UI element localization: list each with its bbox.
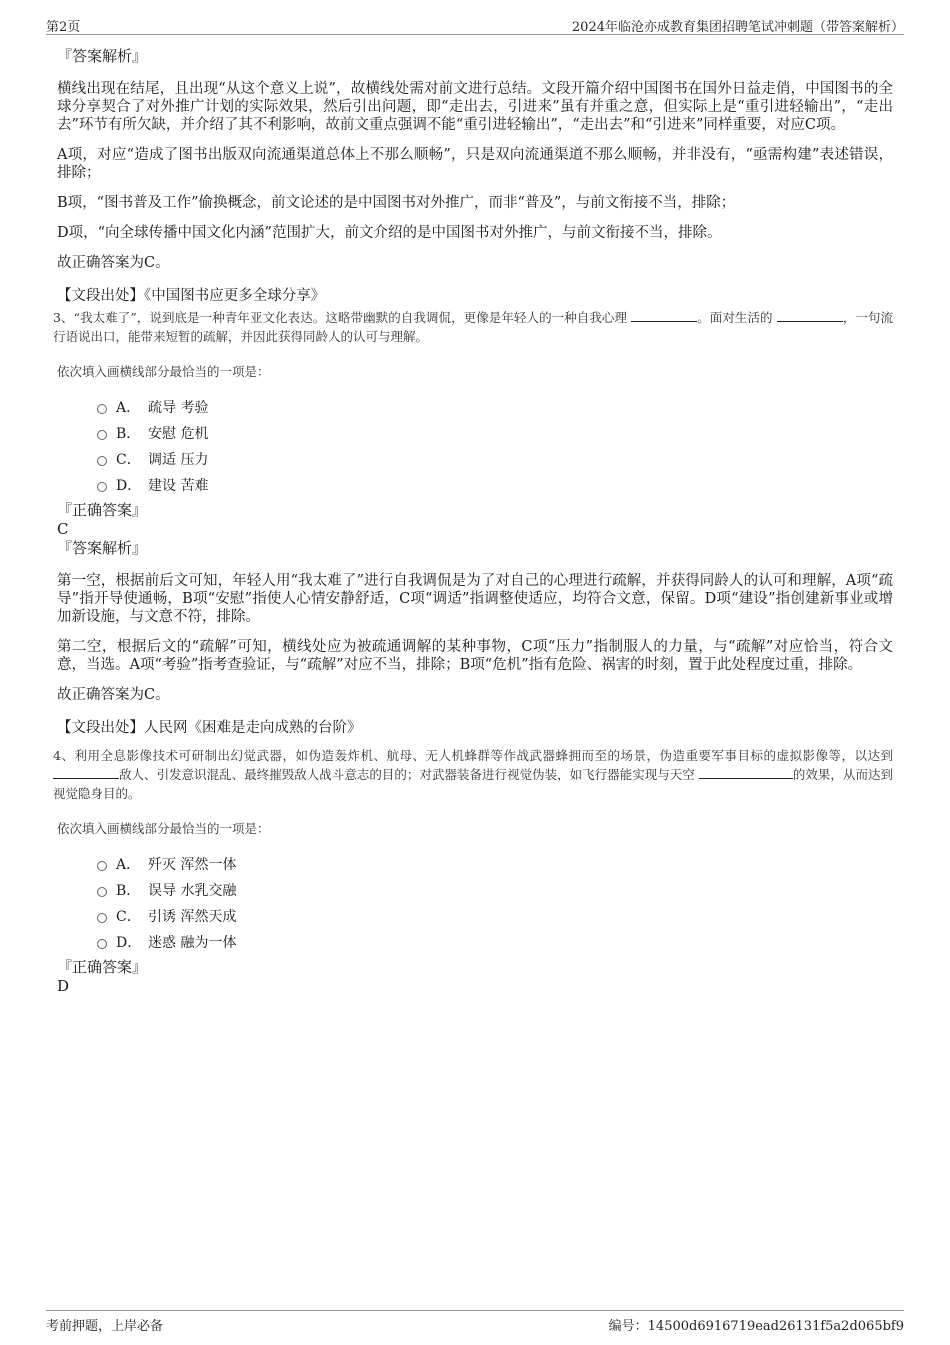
page-content <box>53 46 893 995</box>
fill-blank <box>699 766 793 779</box>
correct-answer-label: 『正确答案』 <box>57 501 148 519</box>
option-c[interactable]: C． 引诱 浑然天成 <box>57 903 893 929</box>
correct-answer: C <box>57 520 69 538</box>
footer-slogan: 考前押题，上岸必备 <box>46 1319 164 1334</box>
analysis-paragraph: B项，“图书普及工作”偷换概念，前文论述的是中国图书对外推广，而非“普及”，与前文衔接不当，排除； <box>57 195 736 211</box>
correct-answer: D <box>57 977 70 995</box>
option-b[interactable]: B． 误导 水乳交融 <box>57 877 893 903</box>
question-3-stem: 3、“我太难了”，说到底是一种青年亚文化表达。这略带幽默的自我调侃，更像是年轻人的一种自我心理 。面对生活的 ，一句流行语说出口，能带来短暂的疏解，并因此获得同龄人的认可与理解。 <box>53 310 893 344</box>
analysis-label: 『答案解析』 <box>57 47 148 65</box>
analysis-label: 『答案解析』 <box>57 539 148 557</box>
page-header <box>46 14 904 35</box>
option-d[interactable]: D． 迷惑 融为一体 <box>57 929 893 955</box>
radio-button[interactable] <box>97 939 107 949</box>
page-number: 第2页 <box>46 20 81 35</box>
radio-button[interactable] <box>97 913 107 923</box>
fill-blank <box>53 766 119 779</box>
question-4-options <box>57 851 893 955</box>
question-3-options <box>57 394 893 498</box>
source-citation: 【文段出处】人民网《困难是走向成熟的台阶》 <box>57 720 362 736</box>
analysis-paragraph: D项，“向全球传播中国文化内涵”范围扩大，前文介绍的是中国图书对外推广，与前文衔接不当，排除。 <box>57 225 722 241</box>
analysis-paragraph: 第二空，根据后文的“疏解”可知，横线处应为被疏通调解的某种事物，C项“压力”指制服人的力量，与“疏解”对应恰当，符合文意，当选。A项“考验”指考查验证，与“疏解”对应不当，排除；B项“危机”指有危险、祸害的时刻，置于此处程度过重，排除。 <box>57 639 893 673</box>
option-d[interactable]: D． 建设 苦难 <box>57 472 893 498</box>
answer-conclusion: 故正确答案为C。 <box>57 255 170 271</box>
analysis-paragraph: 横线出现在结尾，且出现“从这个意义上说”，故横线处需对前文进行总结。文段开篇介绍中国图书在国外日益走俏，中国图书的全球分享契合了对外推广计划的实际效果，然后引出问题，即“走出去，引进来”虽有并重之意，但实际上是“重引进轻输出”，“走出去”环节有所欠缺，并介绍了其不利影响，故前文重点强调不能“重引进轻输出”，“走出去”和“引进来”同样重要，对应C项。 <box>57 81 893 133</box>
analysis-paragraph: A项，对应“造成了图书出版双向流通渠道总体上不那么顺畅”，只是双向流通渠道不那么顺畅，并非没有，“亟需构建”表述错误，排除； <box>57 147 893 181</box>
document-id: 编号：14500d6916719ead26131f5a2d065bf9 <box>608 1319 904 1334</box>
question-instruction: 依次填入画横线部分最恰当的一项是： <box>57 821 270 836</box>
radio-button[interactable] <box>97 887 107 897</box>
radio-button[interactable] <box>97 482 107 492</box>
option-b[interactable]: B． 安慰 危机 <box>57 420 893 446</box>
correct-answer-label: 『正确答案』 <box>57 958 148 976</box>
source-citation: 【文段出处】《中国图书应更多全球分享》 <box>57 288 326 304</box>
answer-conclusion: 故正确答案为C。 <box>57 687 170 703</box>
option-a[interactable]: A． 歼灭 浑然一体 <box>57 851 893 877</box>
fill-blank <box>631 309 697 322</box>
page-footer <box>46 1310 904 1334</box>
fill-blank <box>777 309 843 322</box>
option-a[interactable]: A． 疏导 考验 <box>57 394 893 420</box>
document-title: 2024年临沧亦成教育集团招聘笔试冲刺题（带答案解析） <box>571 20 904 35</box>
analysis-paragraph: 第一空，根据前后文可知，年轻人用“我太难了”进行自我调侃是为了对自己的心理进行疏解，并获得同龄人的认可和理解，A项“疏导”指开导使通畅，B项“安慰”指使人心情安静舒适，C项“调适”指调整使适应，均符合文意，保留。D项“建设”指创建新事业或增加新设施，与文意不符，排除。 <box>57 573 893 625</box>
radio-button[interactable] <box>97 404 107 414</box>
question-instruction: 依次填入画横线部分最恰当的一项是： <box>57 364 270 379</box>
radio-button[interactable] <box>97 456 107 466</box>
option-c[interactable]: C． 调适 压力 <box>57 446 893 472</box>
radio-button[interactable] <box>97 430 107 440</box>
radio-button[interactable] <box>97 861 107 871</box>
question-4-stem: 4、利用全息影像技术可研制出幻觉武器，如伪造轰炸机、航母、无人机蜂群等作战武器蜂拥而至的场景，伪造重要军事目标的虚拟影像等，以达到 敌人、引发意识混乱、最终摧毁敌人战斗意志的目的；对武器装备进行视觉伪装，如飞行器能实现与天空 的效果，从而达到视觉隐身目的。 <box>53 748 893 801</box>
